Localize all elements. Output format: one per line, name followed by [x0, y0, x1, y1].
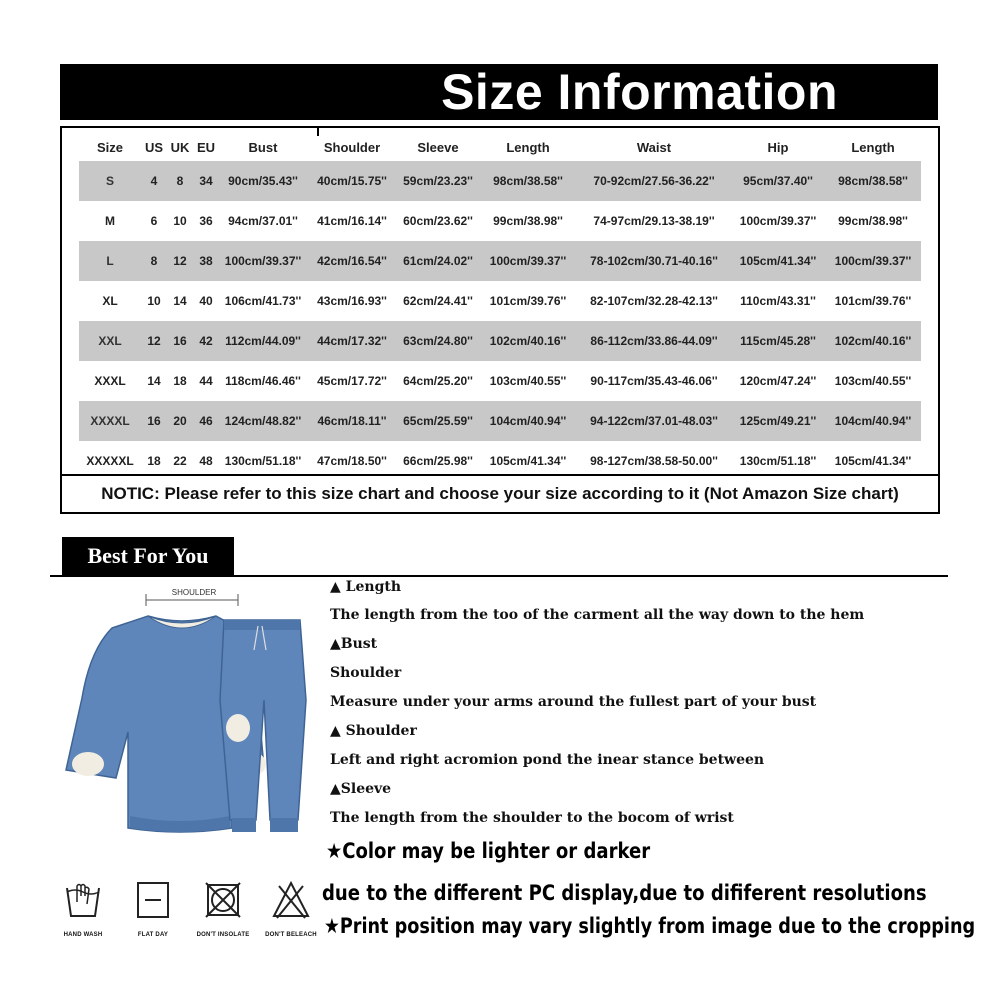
size-chart: [60, 126, 940, 514]
column-header-bust: Bust: [248, 140, 278, 155]
cell-uk: 10: [173, 214, 187, 228]
cell-uk: 18: [173, 374, 187, 388]
cell-bust: 106cm/41.73'': [224, 294, 302, 308]
cell-length-2: 101cm/39.76'': [834, 294, 912, 308]
table-row: [79, 281, 921, 321]
length-description: The length from the too of the carment all the way down to the hem: [330, 607, 865, 623]
display-note: due to the different PC display,due to dififerent resolutions: [322, 881, 927, 905]
cell-length-2: 103cm/40.55'': [834, 374, 912, 388]
sleeve-description: The length from the shoulder to the bocom of wrist: [330, 810, 734, 826]
cell-us: 18: [147, 454, 161, 468]
cell-sleeve: 64cm/25.20'': [403, 374, 473, 388]
cell-shoulder: 43cm/16.93'': [317, 294, 387, 308]
care-no-bleach: [256, 880, 326, 938]
do-not-bleach-icon: [271, 880, 311, 920]
cell-sleeve: 62cm/24.41'': [403, 294, 473, 308]
cell-waist: 78-102cm/30.71-40.16'': [577, 241, 731, 281]
cell-bust: 94cm/37.01'': [228, 214, 298, 228]
cell-waist: 86-112cm/33.86-44.09'': [577, 321, 731, 361]
cell-uk: 12: [167, 241, 193, 281]
cell-waist: 90-117cm/35.43-46.06'': [590, 374, 718, 388]
cell-hip: 110cm/43.31'': [740, 294, 816, 308]
cell-sleeve: 60cm/23.62'': [403, 214, 473, 228]
cell-eu: 36: [199, 214, 213, 228]
cell-us: 16: [141, 401, 167, 441]
cell-shoulder: 41cm/16.14'': [317, 214, 387, 228]
cell-sleeve: 63cm/24.80'': [397, 321, 479, 361]
bust-heading: ▲Bust: [330, 636, 378, 652]
print-note: ★Print position may vary slightly from image due to the cropping: [324, 914, 976, 938]
cell-size: XL: [102, 294, 118, 308]
column-header-length: Length: [506, 140, 550, 155]
column-header-sleeve: Sleeve: [417, 140, 459, 155]
cell-length: 100cm/39.37'': [479, 241, 577, 281]
garment-illustration: [60, 580, 322, 842]
cell-sleeve: 65cm/25.59'': [397, 401, 479, 441]
pants: [220, 620, 306, 832]
size-table: [79, 134, 921, 481]
care-hand-wash: [48, 880, 118, 938]
cell-shoulder: 40cm/15.75'': [307, 161, 397, 201]
column-header-uk: UK: [170, 140, 190, 155]
page-title: Size Information: [441, 64, 838, 120]
cell-shoulder: 46cm/18.11'': [307, 401, 397, 441]
table-row: [79, 241, 921, 281]
cell-eu: 48: [199, 454, 213, 468]
cell-us: 14: [147, 374, 161, 388]
care-label: DON'T INSOLATE: [196, 932, 250, 938]
cell-us: 8: [141, 241, 167, 281]
cell-size: L: [79, 241, 141, 281]
cell-shoulder: 47cm/18.50'': [317, 454, 387, 468]
cell-bust: 130cm/51.18'': [224, 454, 302, 468]
length-heading: ▲ Length: [330, 579, 402, 595]
cell-bust: 100cm/39.37'': [219, 241, 307, 281]
sleeve-heading: ▲Sleeve: [330, 781, 392, 797]
cell-bust: 90cm/35.43'': [219, 161, 307, 201]
cell-shoulder: 44cm/17.32'': [307, 321, 397, 361]
cell-hip: 95cm/37.40'': [731, 161, 825, 201]
care-flat-dry: [118, 880, 188, 938]
care-label: DON'T BELEACH: [265, 932, 317, 938]
cell-bust: 124cm/48.82'': [219, 401, 307, 441]
cell-uk: 14: [173, 294, 187, 308]
cell-uk: 8: [167, 161, 193, 201]
cell-length: 99cm/38.98'': [493, 214, 563, 228]
cell-size: M: [105, 214, 115, 228]
cell-sleeve: 61cm/24.02'': [397, 241, 479, 281]
cell-length-2: 105cm/41.34'': [834, 454, 912, 468]
cell-uk: 16: [167, 321, 193, 361]
table-row: [79, 161, 921, 201]
cell-eu: 46: [193, 401, 219, 441]
cell-eu: 42: [193, 321, 219, 361]
cell-eu: 34: [193, 161, 219, 201]
column-header-shoulder: Shoulder: [323, 140, 381, 155]
cell-sleeve: 59cm/23.23'': [397, 161, 479, 201]
cell-length: 103cm/40.55'': [489, 374, 567, 388]
cell-length: 102cm/40.16'': [479, 321, 577, 361]
column-header-us: US: [144, 140, 164, 155]
cell-size: XXXL: [94, 374, 126, 388]
table-row: [79, 401, 921, 441]
care-label: HAND WASH: [63, 932, 103, 938]
cell-eu: 40: [199, 294, 213, 308]
cell-eu: 44: [199, 374, 213, 388]
cell-length-2: 102cm/40.16'': [825, 321, 921, 361]
column-header-length-2: Length: [851, 140, 895, 155]
size-notice: NOTIC: Please refer to this size chart and choose your size according to it (Not Amazon Size chart): [62, 474, 938, 514]
cell-size: XXXXL: [79, 401, 141, 441]
cell-length-2: 98cm/38.58'': [825, 161, 921, 201]
column-header-eu: EU: [196, 140, 216, 155]
bust-subheading: Shoulder: [330, 665, 402, 681]
cell-length: 104cm/40.94'': [479, 401, 577, 441]
cell-shoulder: 42cm/16.54'': [307, 241, 397, 281]
cell-length: 101cm/39.76'': [489, 294, 567, 308]
section-rule: [50, 575, 948, 577]
cell-hip: 105cm/41.34'': [731, 241, 825, 281]
cell-waist: 98-127cm/38.58-50.00'': [590, 454, 718, 468]
care-label: FLAT DAY: [137, 932, 169, 938]
cell-length-2: 99cm/38.98'': [838, 214, 908, 228]
cell-hip: 120cm/47.24'': [739, 374, 817, 388]
cell-bust: 112cm/44.09'': [219, 321, 307, 361]
cell-hip: 125cm/49.21'': [731, 401, 825, 441]
cell-us: 10: [147, 294, 161, 308]
cell-size: XXXXXL: [86, 454, 134, 468]
do-not-tumble-dry-icon: [203, 880, 243, 920]
cell-hip: 130cm/51.18'': [739, 454, 817, 468]
bust-description: Measure under your arms around the fullest part of your bust: [330, 694, 817, 710]
cell-waist: 94-122cm/37.01-48.03'': [577, 401, 731, 441]
cell-bust: 118cm/46.46'': [225, 374, 301, 388]
flat-dry-icon: [133, 880, 173, 920]
cell-hip: 100cm/39.37'': [739, 214, 817, 228]
shoulder-label: SHOULDER: [171, 588, 217, 597]
cell-shoulder: 45cm/17.72'': [317, 374, 387, 388]
hand-wash-icon: [63, 880, 103, 920]
cell-length: 98cm/38.58'': [479, 161, 577, 201]
cell-length-2: 100cm/39.37'': [825, 241, 921, 281]
cell-us: 6: [150, 214, 158, 228]
care-no-insolate: [188, 880, 258, 938]
cell-uk: 20: [167, 401, 193, 441]
cell-waist: 82-107cm/32.28-42.13'': [590, 294, 718, 308]
cell-waist: 74-97cm/29.13-38.19'': [593, 214, 715, 228]
cell-us: 4: [141, 161, 167, 201]
title-banner: [60, 64, 938, 120]
cell-us: 12: [141, 321, 167, 361]
cell-uk: 22: [173, 454, 187, 468]
cell-waist: 70-92cm/27.56-36.22'': [577, 161, 731, 201]
cell-size: XXL: [79, 321, 141, 361]
cell-length: 105cm/41.34'': [489, 454, 567, 468]
column-header-waist: Waist: [636, 140, 672, 155]
cell-sleeve: 66cm/25.98'': [403, 454, 473, 468]
column-header-size: Size: [96, 140, 123, 155]
cell-length-2: 104cm/40.94'': [825, 401, 921, 441]
table-row: [79, 201, 921, 241]
best-for-you-label: Best For You: [62, 537, 234, 575]
column-header-hip: Hip: [767, 140, 789, 155]
table-row: [79, 361, 921, 401]
cell-size: S: [79, 161, 141, 201]
table-header-row: [79, 134, 921, 161]
shoulder-heading: ▲ Shoulder: [330, 723, 417, 739]
table-row: [79, 321, 921, 361]
cell-eu: 38: [193, 241, 219, 281]
cell-hip: 115cm/45.28'': [731, 321, 825, 361]
color-note: ★Color may be lighter or darker: [326, 839, 651, 863]
shoulder-description: Left and right acromion pond the inear stance between: [330, 752, 765, 768]
